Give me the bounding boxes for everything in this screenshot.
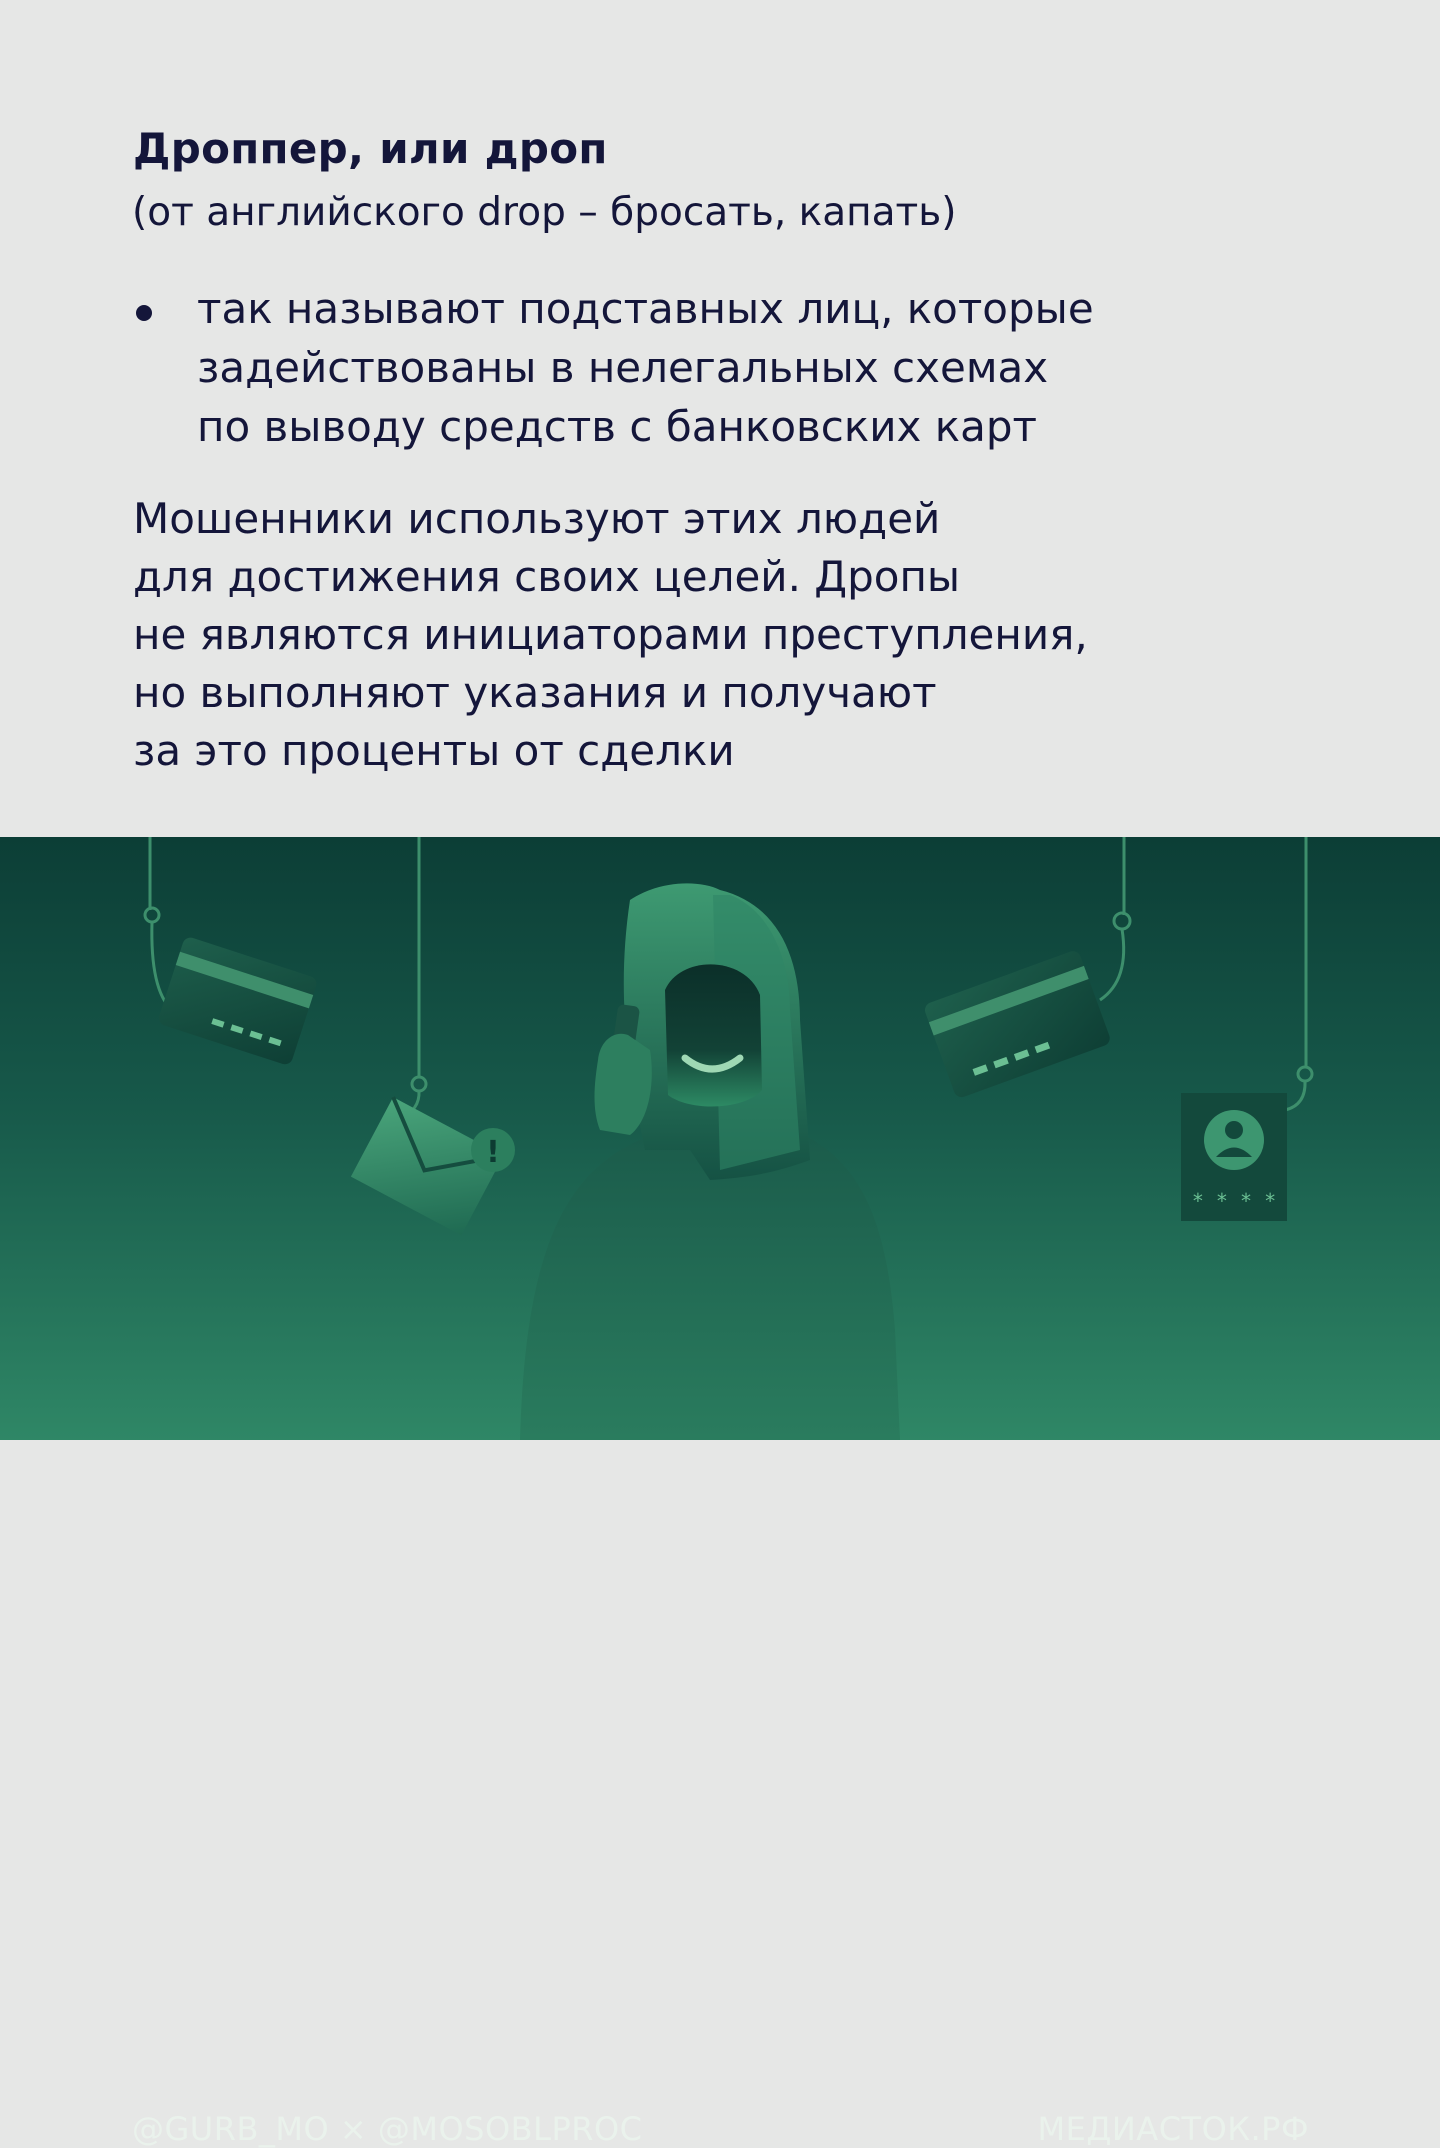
bullet-line: по выводу средств с банковских карт: [197, 402, 1037, 451]
fishing-hook-icon: [1285, 837, 1312, 1110]
alert-badge-icon: [471, 1128, 515, 1172]
paragraph-line: Мошенники используют этих людей: [133, 494, 941, 543]
fishing-hook-icon: [1100, 837, 1130, 1000]
fishing-hook-icon: [400, 837, 426, 1118]
paragraph-line: но выполняют указания и получают: [133, 668, 937, 717]
paragraph-line: за это проценты от сделки: [133, 726, 735, 775]
bank-card-icon: [157, 936, 319, 1067]
svg-text:!: !: [486, 1135, 500, 1170]
bank-card-icon: [923, 949, 1112, 1099]
footer-site: МЕДИАСТОК.РФ: [1037, 2110, 1309, 2148]
body-paragraph: [133, 490, 1088, 780]
paragraph-line: не являются инициаторами преступления,: [133, 610, 1088, 659]
bullet-item: [197, 279, 1094, 456]
svg-text:* * * *: * * * *: [1191, 1189, 1277, 1213]
hooded-figure-icon: [520, 883, 900, 1440]
illustration: [0, 837, 1440, 1440]
bullet-icon: [136, 305, 152, 321]
text-panel: [0, 0, 1440, 837]
paragraph-line: для достижения своих целей. Дропы: [133, 552, 961, 601]
illustration-panel: [0, 837, 1440, 2148]
bullet-line: задействованы в нелегальных схемах: [197, 343, 1049, 392]
fishing-hook-icon: [145, 837, 172, 1010]
footer-handles: @GURB_MO × @MOSOBLPROC: [132, 2110, 643, 2148]
subtitle: (от английского drop – бросать, капать): [132, 190, 957, 235]
page-title: Дроппер, или дроп: [133, 124, 608, 173]
bullet-line: так называют подставных лиц, которые: [197, 284, 1094, 333]
id-card-icon: [1181, 1093, 1287, 1221]
